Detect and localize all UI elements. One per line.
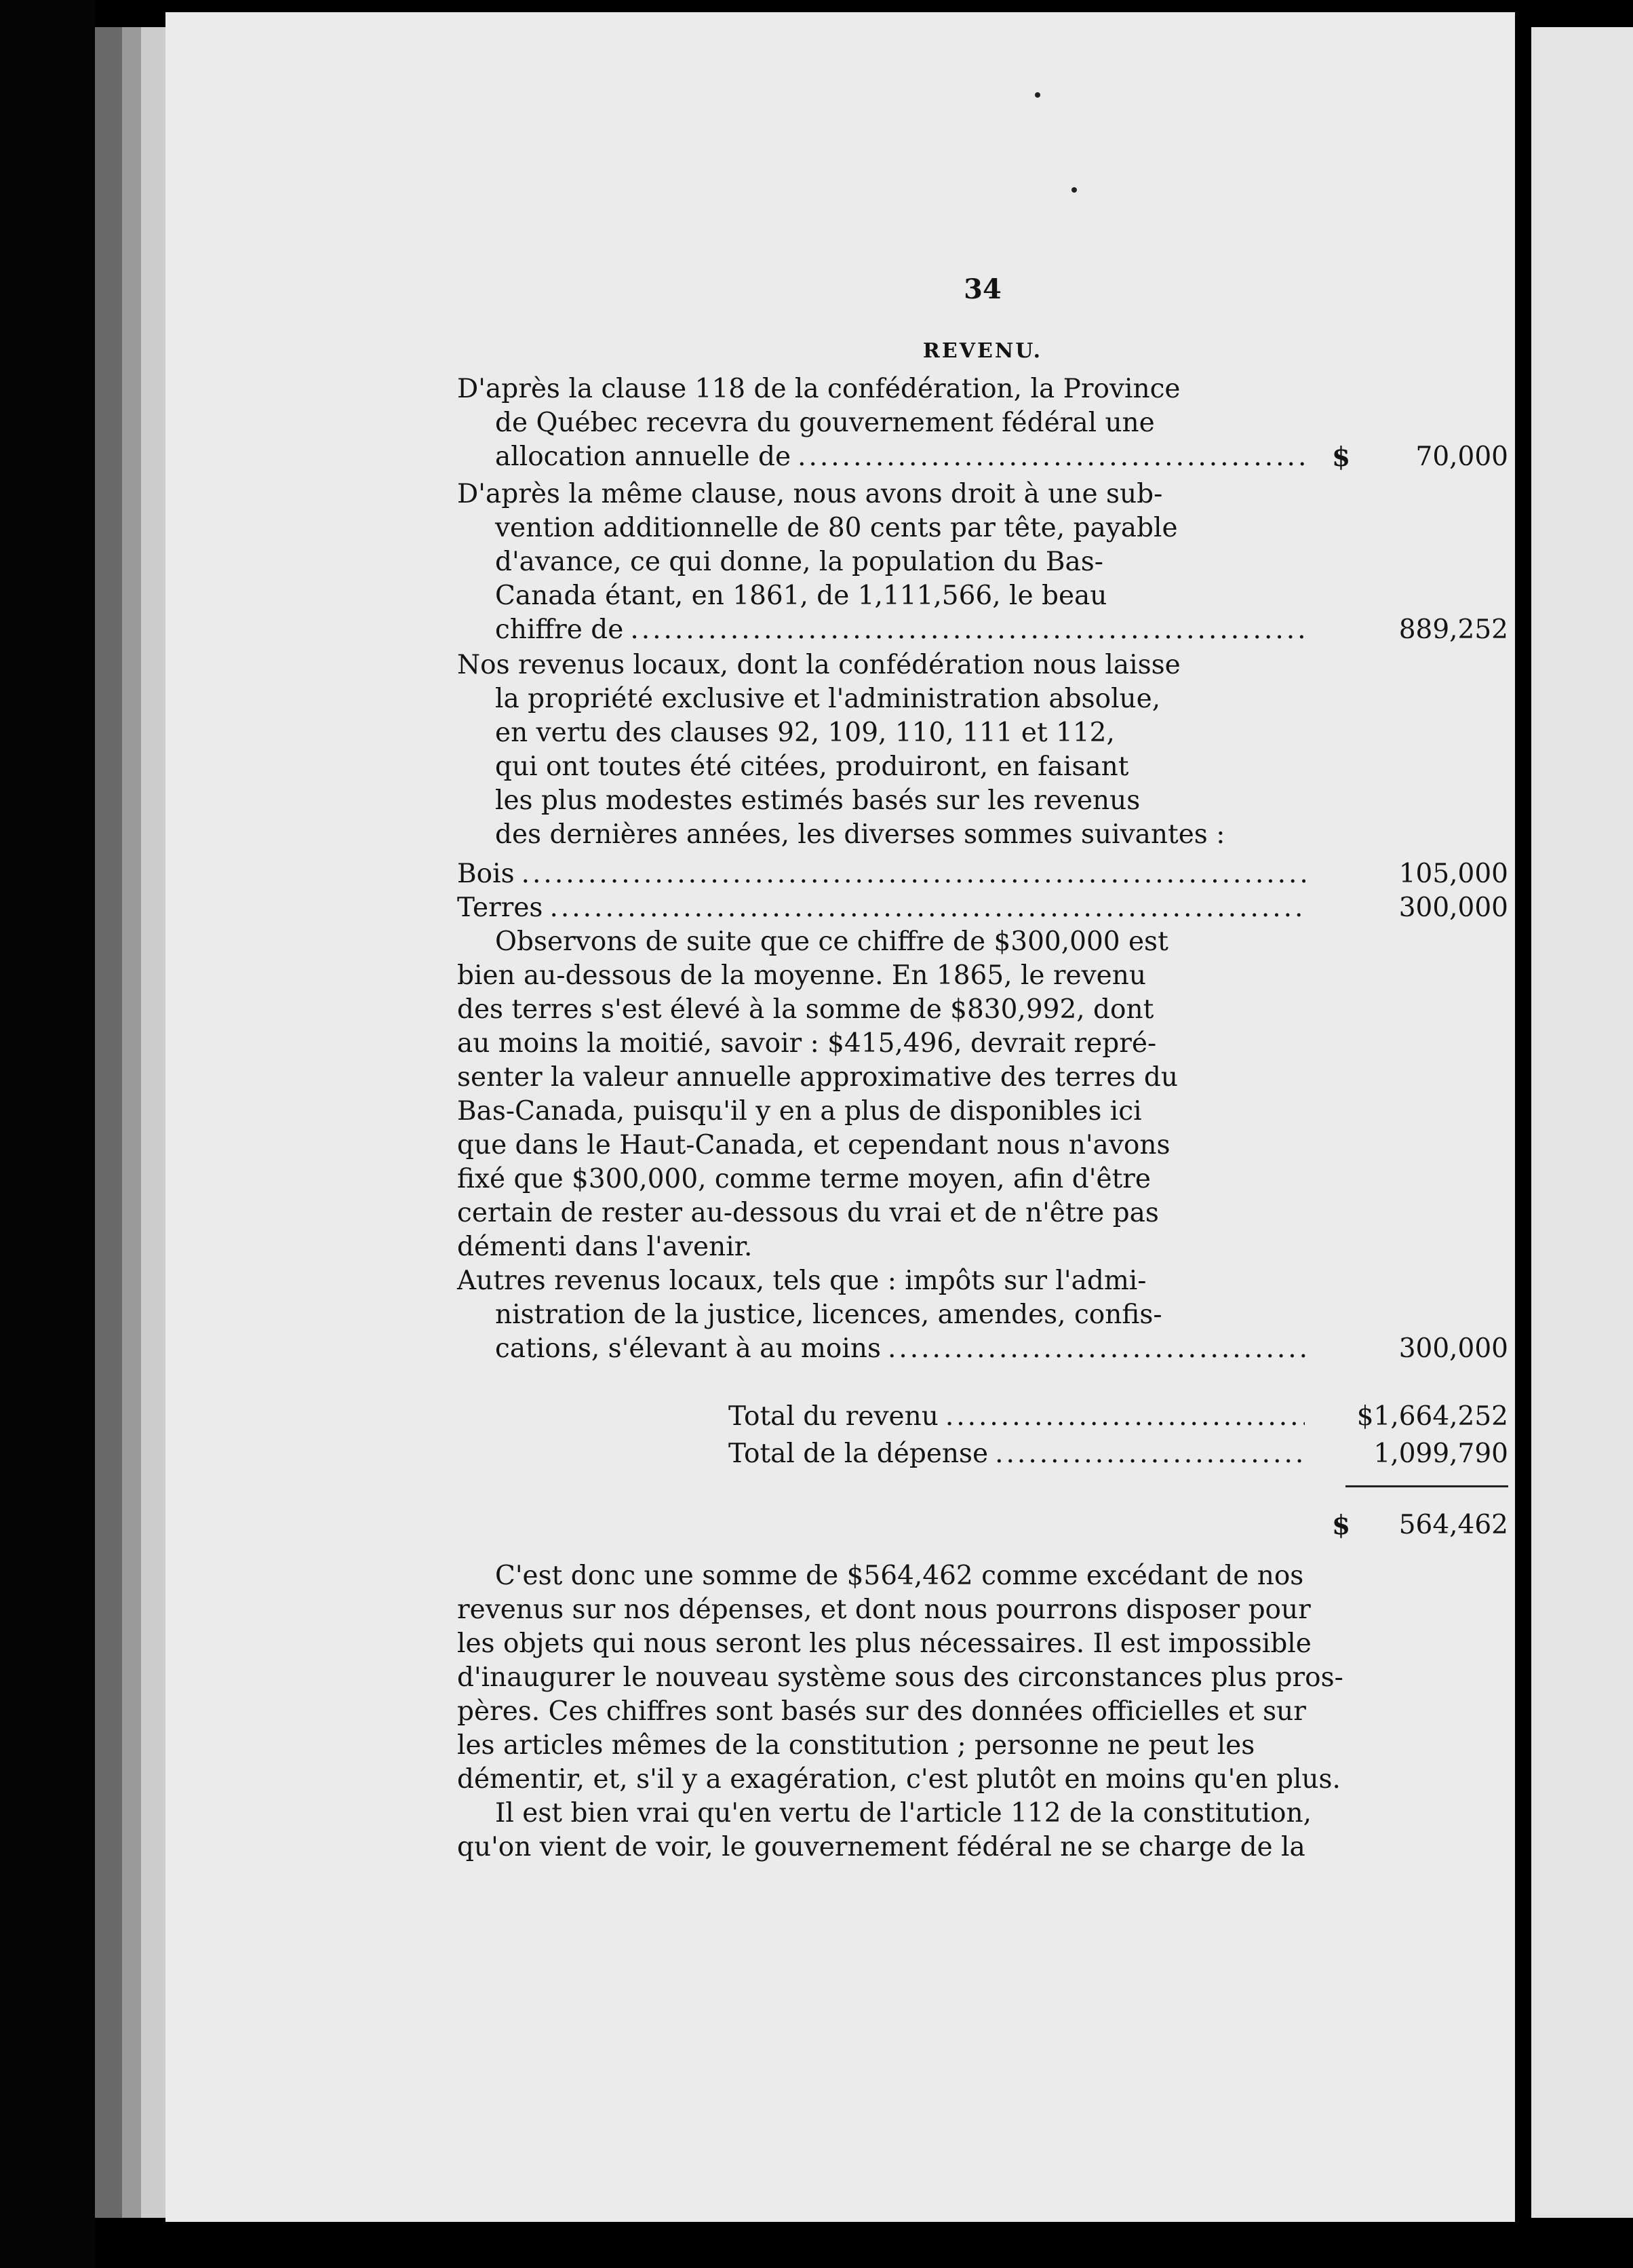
currency-symbol: $ [1332, 1510, 1351, 1541]
text-line: Nos revenus locaux, dont la confédération nous laisse [457, 650, 1181, 680]
leader-dots [945, 1399, 1305, 1434]
text-line: la propriété exclusive et l'administration absolue, [495, 684, 1161, 714]
text-line: certain de rester au-dessous du vrai et de n'être pas [457, 1198, 1159, 1228]
leader-dots [798, 439, 1307, 475]
text-line: D'après la même clause, nous avons droit à une sub- [457, 479, 1163, 509]
item-label: Bois [457, 859, 515, 889]
text-line: Bas-Canada, puisqu'il y en a plus de disponibles ici [457, 1096, 1142, 1127]
item-label: Terres [457, 893, 543, 923]
text-line: fixé que $300,000, comme terme moyen, afin d'être [457, 1164, 1151, 1194]
text-line: les objets qui nous seront les plus nécessaires. Il est impossible [457, 1628, 1312, 1659]
leader-dots [522, 857, 1307, 892]
speck [1035, 92, 1040, 98]
surplus-amount: 564,462 [1398, 1510, 1508, 1540]
leader-dots [549, 891, 1307, 926]
text-line: bien au-dessous de la moyenne. En 1865, le revenu [457, 960, 1146, 991]
line-label: chiffre de [495, 614, 624, 645]
facing-page-edge [1531, 27, 1633, 2218]
speck [1071, 187, 1077, 193]
total-revenue-label: Total du revenu [728, 1401, 939, 1432]
text-line: qu'on vient de voir, le gouvernement fédéral ne se charge de la [457, 1832, 1305, 1862]
page-edge-stack [141, 27, 165, 2218]
amount: 300,000 [1398, 1333, 1508, 1364]
total-expense-label: Total de la dépense [728, 1439, 989, 1469]
text-line: au moins la moitié, savoir : $415,496, devrait repré- [457, 1028, 1157, 1059]
leader-line [457, 857, 1314, 892]
text-line: de Québec recevra du gouvernement fédéral une [495, 408, 1155, 438]
text-line: d'avance, ce qui donne, la population du Bas- [495, 547, 1103, 577]
line-label: allocation annuelle de [495, 442, 791, 472]
leader-line [457, 891, 1314, 926]
leader-dots [888, 1331, 1307, 1367]
page-number: 34 [964, 273, 1002, 305]
text-line: démenti dans l'avenir. [457, 1232, 753, 1262]
amount: 300,000 [1398, 893, 1508, 923]
leader-line [495, 439, 1314, 475]
text-line: les articles mêmes de la constitution ; personne ne peut les [457, 1730, 1255, 1761]
text-line: démentir, et, s'il y a exagération, c'est plutôt en moins qu'en plus. [457, 1764, 1341, 1795]
text-line: C'est donc une somme de $564,462 comme excédant de nos [495, 1561, 1304, 1591]
section-heading: REVENU. [922, 339, 1043, 363]
leader-line [495, 1331, 1314, 1367]
text-line: Canada étant, en 1861, de 1,111,566, le beau [495, 581, 1107, 611]
line-label: cations, s'élevant à au moins [495, 1333, 881, 1364]
book-page [165, 12, 1515, 2222]
text-line: nistration de la justice, licences, amendes, confis- [495, 1299, 1162, 1330]
text-line: que dans le Haut-Canada, et cependant nous n'avons [457, 1130, 1170, 1160]
sum-rule [1345, 1485, 1508, 1487]
leader-dots [995, 1436, 1305, 1472]
total-expense-amount: 1,099,790 [1373, 1439, 1508, 1469]
text-line: les plus modestes estimés basés sur les revenus [495, 785, 1141, 816]
text-line: des terres s'est élevé à la somme de $830,992, dont [457, 994, 1154, 1025]
page-edge-stack [95, 27, 122, 2218]
total-revenue-line [728, 1399, 1312, 1434]
text-line: vention additionnelle de 80 cents par tête, payable [495, 513, 1178, 543]
total-expense-line [728, 1436, 1312, 1472]
text-line: des dernières années, les diverses sommes suivantes : [495, 819, 1225, 850]
text-line: senter la valeur annuelle approximative des terres du [457, 1062, 1178, 1093]
text-line: Il est bien vrai qu'en vertu de l'article 112 de la constitution, [495, 1798, 1312, 1829]
page-edge-stack [122, 27, 141, 2218]
leader-dots [630, 612, 1307, 648]
book-gutter [1515, 0, 1531, 2268]
text-line: revenus sur nos dépenses, et dont nous pourrons disposer pour [457, 1595, 1311, 1625]
text-line: qui ont toutes été citées, produiront, en faisant [495, 751, 1129, 782]
leader-line [495, 612, 1314, 648]
scan-border-left [0, 0, 95, 2268]
text-line: d'inaugurer le nouveau système sous des circonstances plus pros- [457, 1662, 1343, 1693]
amount: 70,000 [1415, 442, 1508, 472]
text-line: Observons de suite que ce chiffre de $300,000 est [495, 926, 1168, 957]
text-line: pères. Ces chiffres sont basés sur des données officielles et sur [457, 1696, 1306, 1727]
total-revenue-amount: $1,664,252 [1356, 1401, 1508, 1432]
currency-symbol: $ [1332, 442, 1351, 473]
amount: 105,000 [1398, 859, 1508, 889]
text-line: D'après la clause 118 de la confédération, la Province [457, 374, 1181, 404]
amount: 889,252 [1398, 614, 1508, 645]
text-line: Autres revenus locaux, tels que : impôts sur l'admi- [457, 1266, 1147, 1296]
text-line: en vertu des clauses 92, 109, 110, 111 et 112, [495, 718, 1115, 748]
